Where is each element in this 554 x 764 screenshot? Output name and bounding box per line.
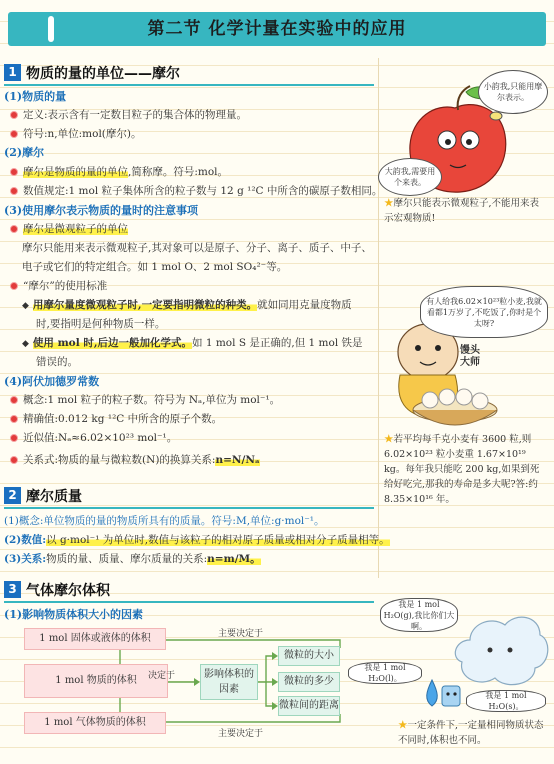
mole-unit-line: 摩尔是物质的量的单位,简称摩。符号:mol。 xyxy=(10,164,228,179)
subheading-avogadro: (4)阿伏加德罗常数 xyxy=(4,375,100,388)
diamond-icon: ◆ xyxy=(22,339,29,349)
cloud-icon xyxy=(455,617,547,684)
section-underline-2 xyxy=(4,507,374,509)
section-title-1: 物质的量的单位——摩尔 xyxy=(26,66,180,82)
section-number-3: 3 xyxy=(4,581,21,598)
particle-size-box: 微粒的大小 xyxy=(278,646,340,666)
ice-cube-icon xyxy=(442,686,460,706)
solid-speech-bubble: 我是 1 mol H₂O(s)。 xyxy=(466,690,546,712)
speech-bubble-big: 大韵我,需要用个来表。 xyxy=(378,158,442,196)
usage-rule1-line: ◆ 用摩尔量度微观粒子时,一定要指明微粒的种类。就如同用克量度物质 xyxy=(22,299,352,311)
liquid-speech-bubble: 我是 1 mol H₂O(l)。 xyxy=(348,662,422,684)
star-icon: ★ xyxy=(384,434,394,445)
avogadro-exact: 精确值:0.012 kg ¹²C 中所含的原子个数。 xyxy=(10,411,222,426)
avogadro-approx: 近似值:Nₐ≈6.02×10²³ mol⁻¹。 xyxy=(10,430,177,445)
definition-line: 定义:表示含有一定数目粒子的集合体的物理量。 xyxy=(10,107,247,122)
particle-distance-box: 微粒间的距离 xyxy=(278,696,340,716)
section-underline-3 xyxy=(4,601,374,603)
usage-rule2-cont: 错误的。 xyxy=(36,356,78,368)
gas-speech-bubble: 我是 1 mol H₂O(g),我比你们大啊。 xyxy=(380,598,458,632)
avogadro-relation: 关系式:物质的量与微粒数(N)的换算关系:n=N/Nₐ xyxy=(10,452,260,467)
mantou-master-label: 馒头大师 xyxy=(460,345,480,368)
substance-volume-box: 1 mol 物质的体积 xyxy=(24,664,168,698)
note-state-volume: ★一定条件下,一定量相同物质状态不同时,体积也不同。 xyxy=(398,720,544,746)
label-depends: 决定于 xyxy=(148,671,176,681)
label-mainly-top: 主要决定于 xyxy=(218,629,264,639)
avogadro-concept: 概念:1 mol 粒子的粒子数。符号为 Nₐ,单位为 mol⁻¹。 xyxy=(10,392,280,407)
subheading-factors: (1)影响物质体积大小的因素 xyxy=(4,608,144,621)
gas-volume-box: 1 mol 气体物质的体积 xyxy=(24,712,166,734)
water-drop-icon xyxy=(427,680,438,706)
subheading-amount: (1)物质的量 xyxy=(4,90,67,103)
formula-n-N: n=N/Nₐ xyxy=(215,454,260,466)
factors-box: 影响体积的因素 xyxy=(200,664,258,700)
note-micro-only: ★摩尔只能表示微观粒子,不能用来表示宏观物质! xyxy=(384,198,540,224)
solid-liquid-volume-box: 1 mol 固体或液体的体积 xyxy=(24,628,166,650)
micro-detail-line1: 摩尔只能用来表示微观粒子,其对象可以是原子、分子、离子、质子、中子、 xyxy=(22,242,372,254)
micro-unit-line: 摩尔是微观粒子的单位 xyxy=(10,221,128,236)
bun-basket-icon xyxy=(413,389,497,425)
usage-rule1-cont: 时,要指明是何种物质一样。 xyxy=(36,318,166,330)
note-wheat: ★若平均每千克小麦有 3600 粒,则 6.02×10²³ 粒小麦重 1.67×10¹⁹ kg。每年我只能吃 200 kg,如果到死给好吃完,那我的寿命是多大呢?答:约 8.35×10¹⁶ 年。 xyxy=(384,434,540,505)
particle-count-box: 微粒的多少 xyxy=(278,672,340,692)
subheading-mole: (2)摩尔 xyxy=(4,146,45,159)
numeric-rule-line: 数值规定:1 mol 粒子集体所含的粒子数与 12 g ¹²C 中所含的碳原子数相同。 xyxy=(10,183,382,198)
apple-speech-bubble: 小韵我,只能用摩尔表示。 xyxy=(478,70,548,114)
diamond-icon: ◆ xyxy=(22,301,29,311)
symbol-line: 符号:n,单位:mol(摩尔)。 xyxy=(10,126,142,141)
section-number-1: 1 xyxy=(4,64,21,81)
monk-speech-bubble: 有人给我6.02×10²³粒小麦,我就看都1万岁了,不吃饭了,你时是个太呀? xyxy=(420,286,548,338)
molar-mass-value: (2)数值:以 g·mol⁻¹ 为单位时,数值与该粒子的相对原子质量或相对分子质量相等。 xyxy=(4,534,390,546)
section-title-3: 气体摩尔体积 xyxy=(26,583,110,599)
usage-rule2-line: ◆ 使用 mol 时,后边一般加化学式。如 1 mol S 是正确的,但 1 mol 铁是 xyxy=(22,337,363,349)
molar-mass-relation: (3)关系:物质的量、质量、摩尔质量的关系:n=m/M。 xyxy=(4,553,261,565)
section-title-2: 摩尔质量 xyxy=(26,489,82,505)
micro-detail-line2: 电子或它们的特定组合。如 1 mol O、2 mol SO₄²⁻等。 xyxy=(22,261,288,273)
star-icon: ★ xyxy=(398,720,408,731)
label-mainly-bottom: 主要决定于 xyxy=(218,729,264,739)
subheading-notes: (3)使用摩尔表示物质的量时的注意事项 xyxy=(4,204,199,217)
section-number-2: 2 xyxy=(4,487,21,504)
usage-standard-line: “摩尔”的使用标准 xyxy=(10,278,107,293)
molar-mass-concept: (1)概念:单位物质的量的物质所具有的质量。符号:M,单位:g·mol⁻¹。 xyxy=(4,515,325,527)
page-title: 第二节 化学计量在实验中的应用 xyxy=(147,19,407,39)
star-icon: ★ xyxy=(384,198,394,209)
